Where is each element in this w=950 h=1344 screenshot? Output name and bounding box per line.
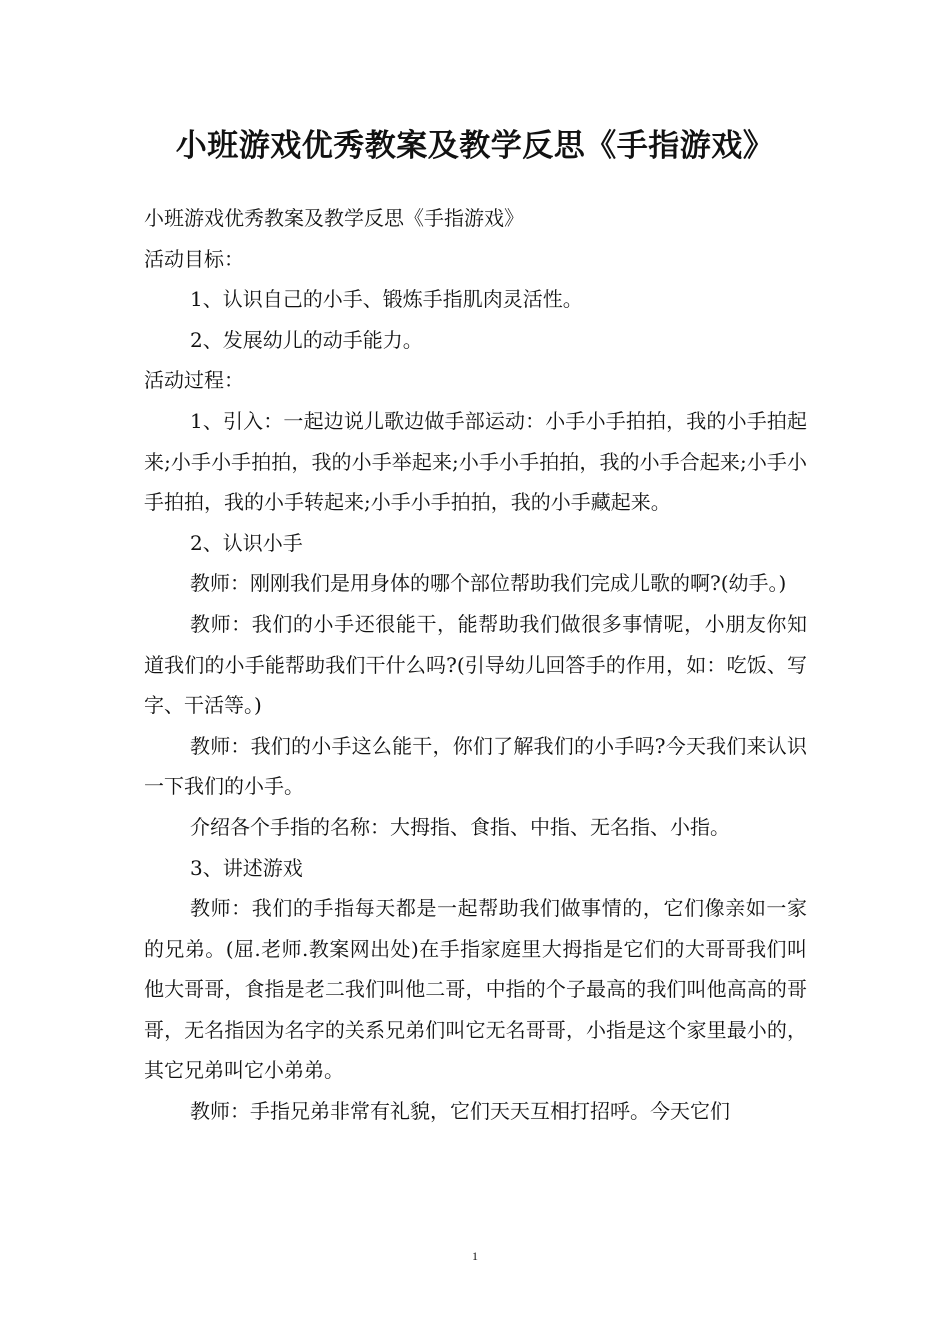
paragraph-teacher-know-hands: 教师：我们的小手这么能干，你们了解我们的小手吗?今天我们来认识一下我们的小手。	[144, 733, 807, 799]
document-body	[144, 198, 807, 1132]
paragraph-subtitle: 小班游戏优秀教案及教学反思《手指游戏》	[144, 206, 524, 230]
paragraph-finger-names: 介绍各个手指的名称：大拇指、食指、中指、无名指、小指。	[190, 814, 730, 839]
page-number: 1	[472, 1249, 478, 1263]
paragraph-step-3-heading: 3、讲述游戏	[190, 855, 303, 880]
paragraph-step-2-heading: 2、认识小手	[190, 530, 303, 555]
paragraph-teacher-greeting: 教师：手指兄弟非常有礼貌，它们天天互相打招呼。今天它们	[190, 1099, 730, 1124]
paragraph-step-1: 1、引入：一起边说儿歌边做手部运动：小手小手拍拍，我的小手拍起来;小手小手拍拍，我的小手举起来;小手小手拍拍，我的小手合起来;小手小手拍拍，我的小手转起来;小手小手拍拍，我的小手藏起来。	[144, 408, 807, 515]
document-title: 小班游戏优秀教案及教学反思《手指游戏》	[175, 128, 775, 164]
paragraph-goal-1: 1、认识自己的小手、锻炼手指肌肉灵活性。	[190, 287, 583, 312]
paragraph-goal-2: 2、发展幼儿的动手能力。	[190, 327, 423, 352]
paragraph-teacher-finger-family: 教师：我们的手指每天都是一起帮助我们做事情的，它们像亲如一家的兄弟。(屈.老师.教案网出处)在手指家庭里大拇指是它们的大哥哥我们叫他大哥哥，食指是老二我们叫他二哥，中指的个子最高的我们叫他高高的哥哥，无名指因为名字的关系兄弟们叫它无名哥哥，小指是这个家里最小的，其它兄弟叫它小弟弟。	[144, 896, 807, 1083]
paragraph-teacher-hands-useful: 教师：我们的小手还很能干，能帮助我们做很多事情呢，小朋友你知道我们的小手能帮助我们干什么吗?(引导幼儿回答手的作用，如：吃饭、写字、干活等。)	[144, 611, 807, 718]
paragraph-teacher-question: 教师：刚刚我们是用身体的哪个部位帮助我们完成儿歌的啊?(幼手。)	[190, 571, 787, 596]
paragraph-goals-heading: 活动目标：	[144, 246, 244, 271]
paragraph-process-heading: 活动过程：	[144, 368, 244, 393]
